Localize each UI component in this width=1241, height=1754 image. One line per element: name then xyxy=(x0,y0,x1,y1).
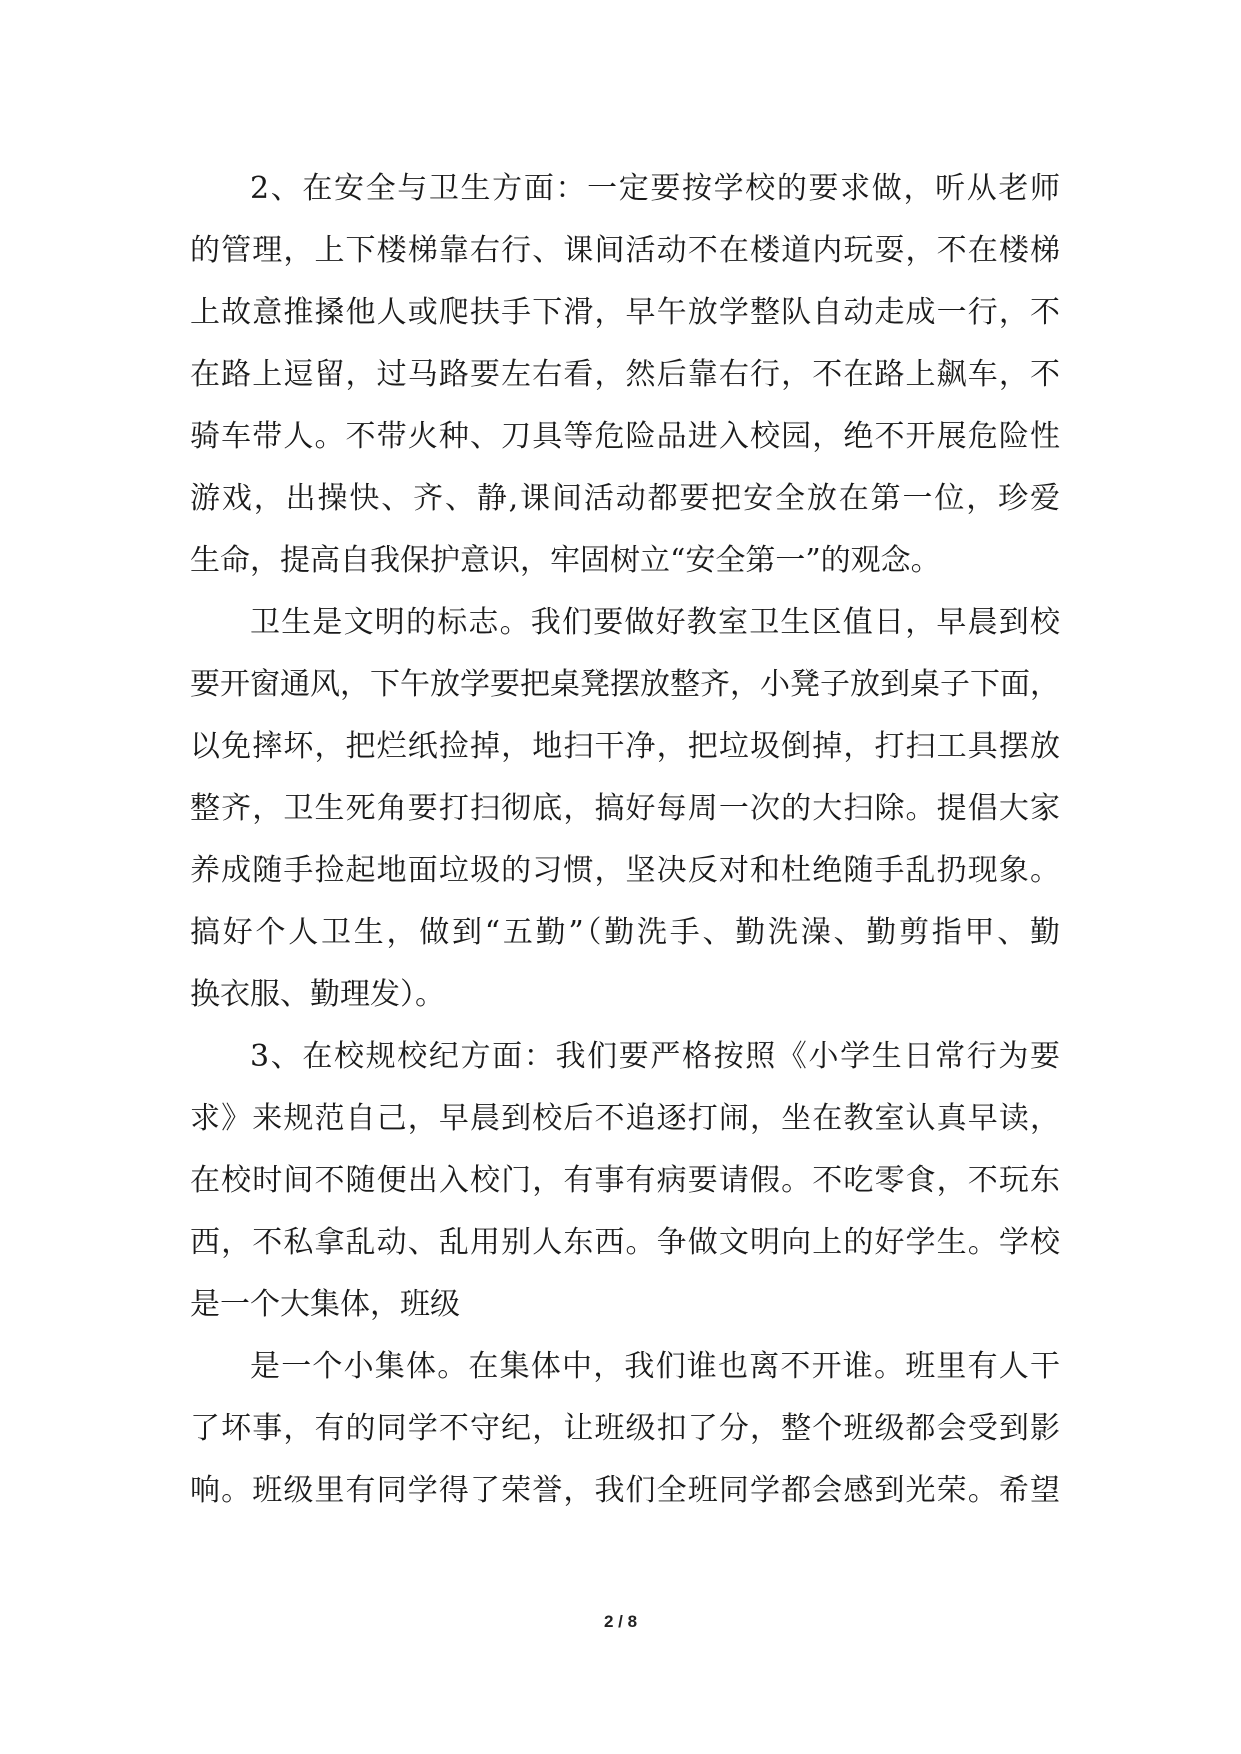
text-line: 是一个小集体。在集体中，我们谁也离不开谁。班里有人干 xyxy=(250,1349,1060,1384)
text-line: 卫生是文明的标志。我们要做好教室卫生区值日，早晨到校 xyxy=(250,605,1060,640)
text-line: 2、在安全与卫生方面：一定要按学校的要求做，听从老师 xyxy=(250,171,1060,206)
text-line: 以免摔坏，把烂纸捡掉，地扫干净，把垃圾倒掉，打扫工具摆放 xyxy=(190,729,1060,764)
text-line: 换衣服、勤理发）。 xyxy=(190,977,445,1012)
text-line: 响。班级里有同学得了荣誉，我们全班同学都会感到光荣。希望 xyxy=(190,1473,1060,1508)
text-line: 整齐，卫生死角要打扫彻底，搞好每周一次的大扫除。提倡大家 xyxy=(190,791,1060,826)
text-line: 搞好个人卫生，做到“五勤”（勤洗手、勤洗澡、勤剪指甲、勤 xyxy=(190,915,1060,950)
text-line: 上故意推搡他人或爬扶手下滑，早午放学整队自动走成一行，不 xyxy=(190,295,1060,330)
text-line: 要开窗通风，下午放学要把桌凳摆放整齐，小凳子放到桌子下面， xyxy=(190,667,1060,702)
text-line: 西，不私拿乱动、乱用别人东西。争做文明向上的好学生。学校 xyxy=(190,1225,1060,1260)
text-line: 的管理，上下楼梯靠右行、课间活动不在楼道内玩耍，不在楼梯 xyxy=(190,233,1060,268)
text-line: 3、在校规校纪方面：我们要严格按照《小学生日常行为要 xyxy=(250,1039,1060,1074)
document-body xyxy=(190,158,1060,1522)
text-line: 是一个大集体，班级 xyxy=(190,1287,460,1322)
text-line: 在校时间不随便出入校门，有事有病要请假。不吃零食，不玩东 xyxy=(190,1163,1060,1198)
text-line: 游戏，出操快、齐、静,课间活动都要把安全放在第一位，珍爱 xyxy=(190,481,1060,516)
text-line: 了坏事，有的同学不守纪，让班级扣了分，整个班级都会受到影 xyxy=(190,1411,1060,1446)
text-line: 求》来规范自己，早晨到校后不追逐打闹，坐在教室认真早读， xyxy=(190,1101,1060,1136)
text-line: 在路上逗留，过马路要左右看，然后靠右行，不在路上飙车，不 xyxy=(190,357,1060,392)
text-line: 生命，提高自我保护意识，牢固树立“安全第一”的观念。 xyxy=(190,543,941,578)
text-line: 养成随手捡起地面垃圾的习惯，坚决反对和杜绝随手乱扔现象。 xyxy=(190,853,1060,888)
page-number: 2 / 8 xyxy=(603,1612,638,1631)
text-line: 骑车带人。不带火种、刀具等危险品进入校园，绝不开展危险性 xyxy=(190,419,1060,454)
